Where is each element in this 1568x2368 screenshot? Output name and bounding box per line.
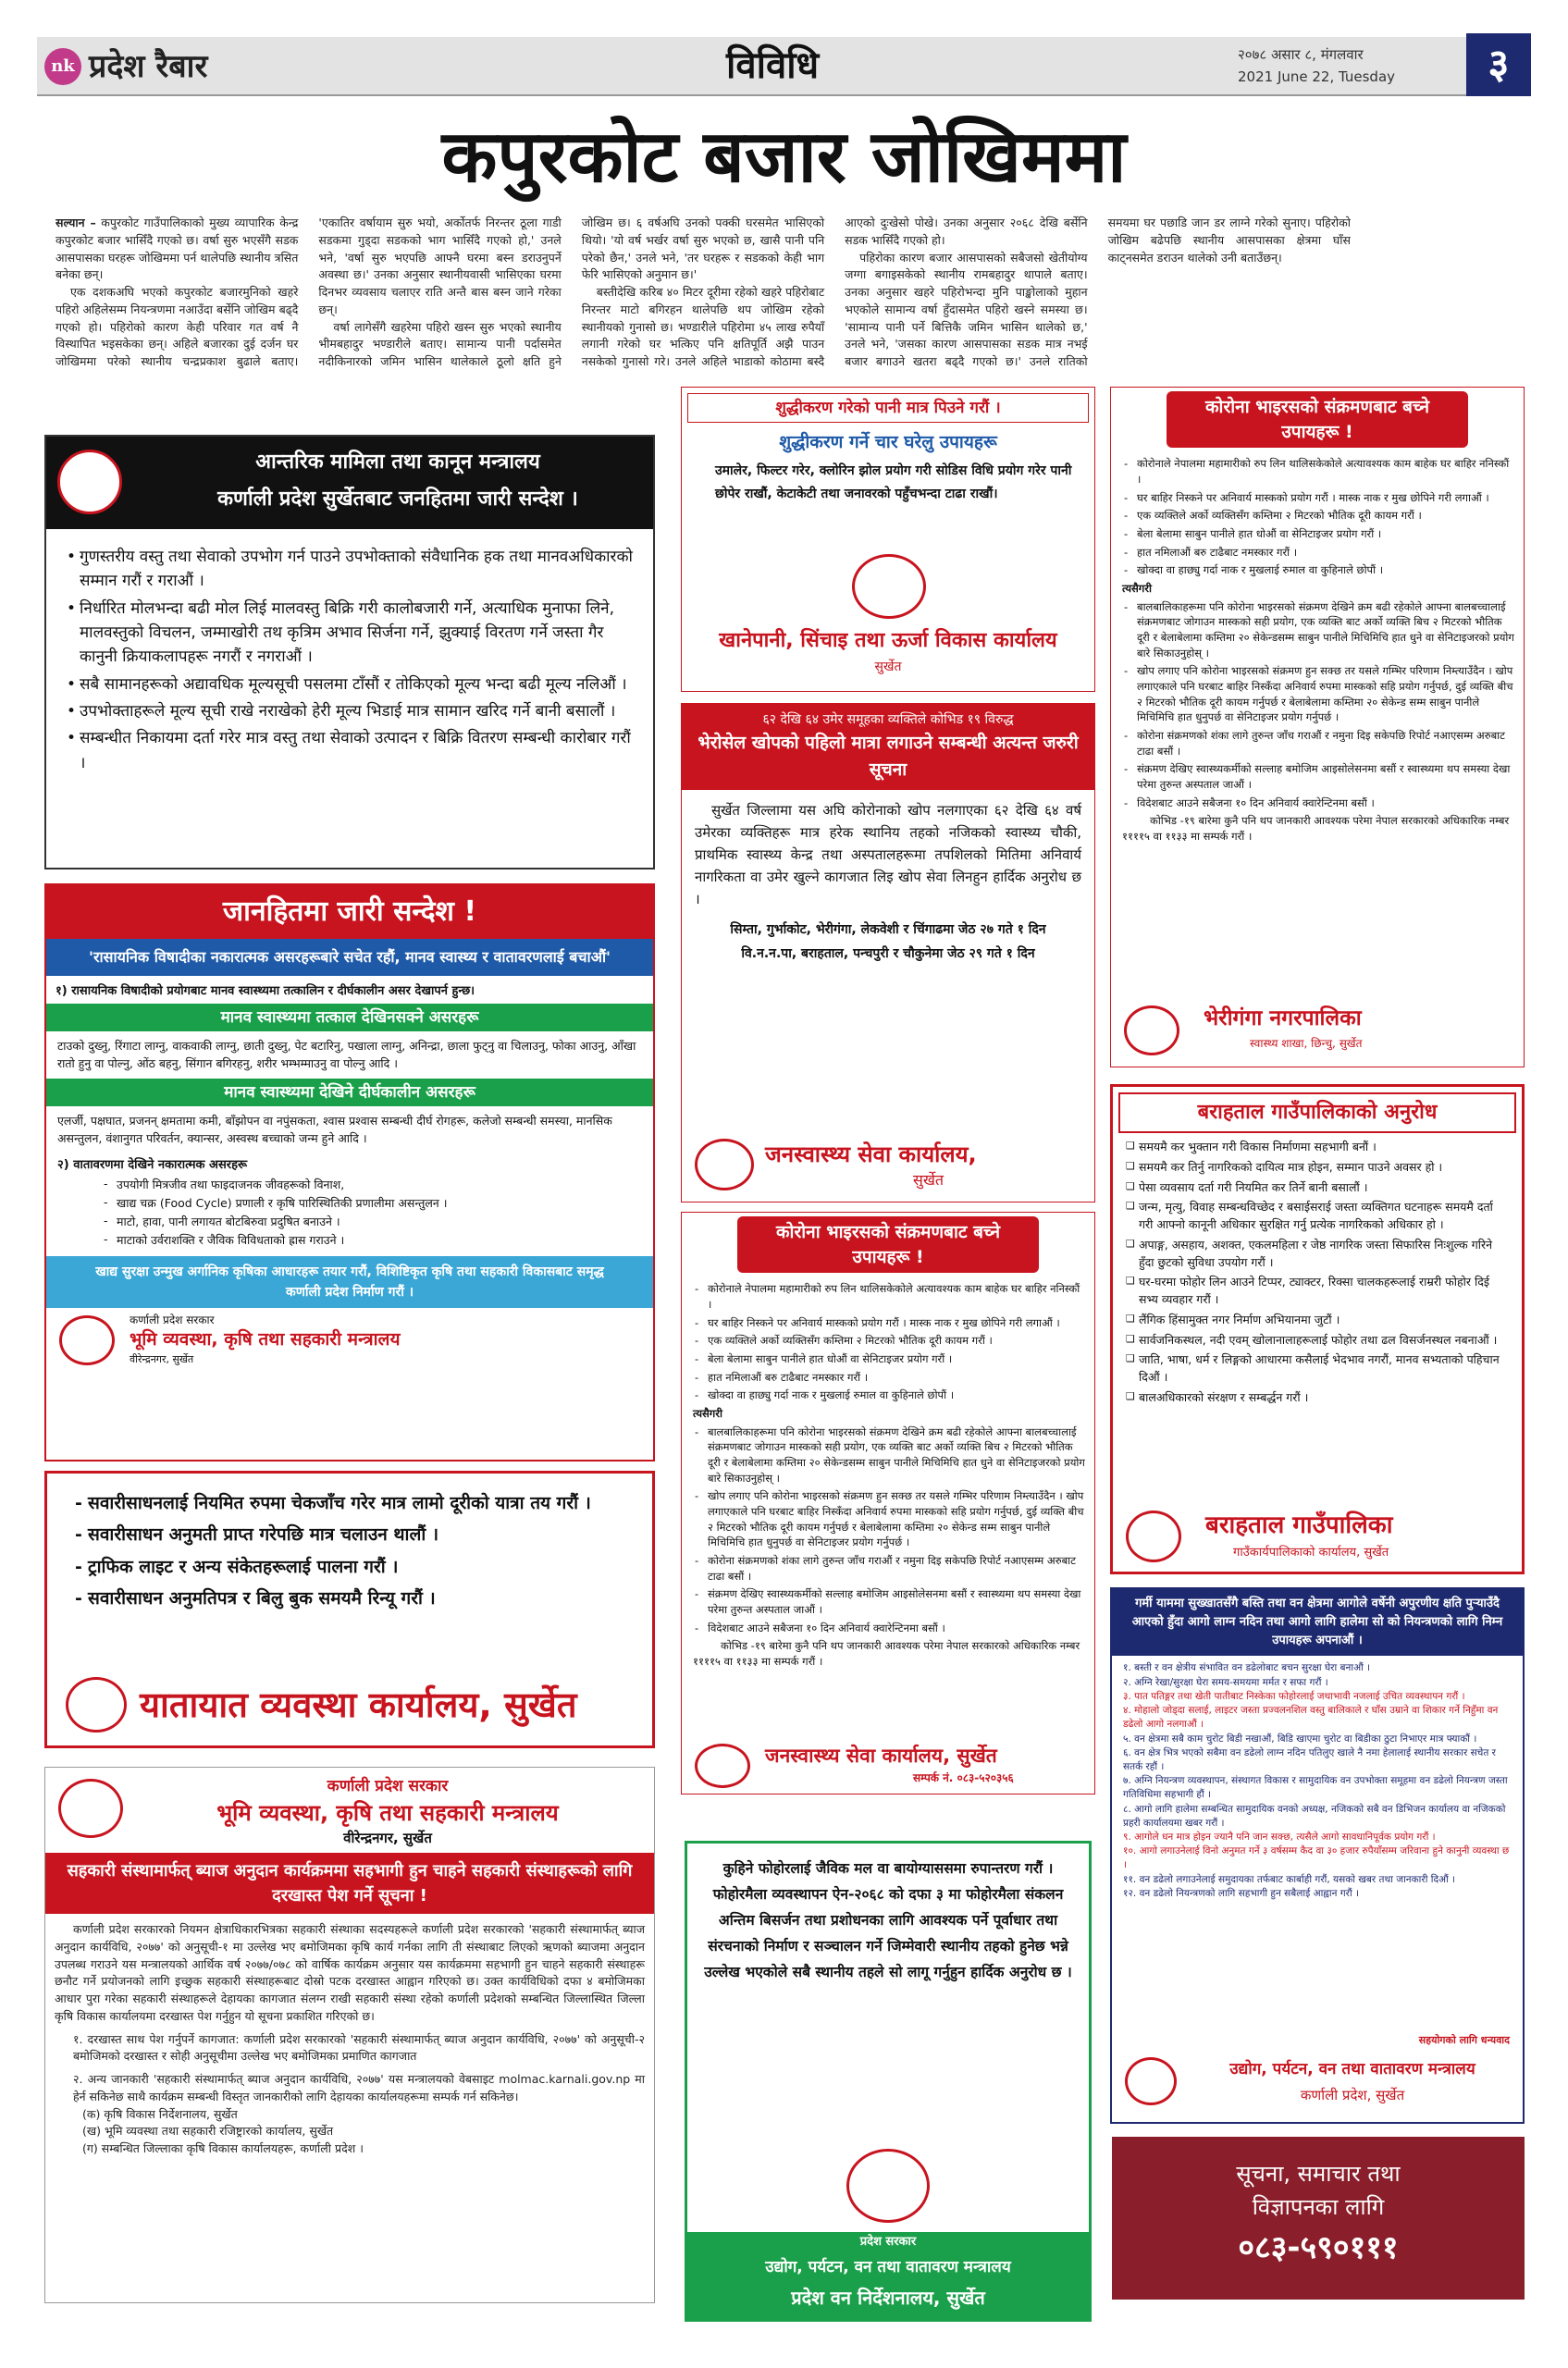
list-item: - खोप लगाए पनि कोरोना भाइरसको संक्रमण हुन सक्छ तर यसले गम्भिर परिणाम निम्त्याउँदैन । खोप लगाएकाले पनि घरबाट बाहिर निस्कँदा अनिवार्य रुपमा मास्कको सहि प्रयोग गर्नुपर्छ, दुई व्यक्ति बीच २ मिटरको भौतिक दूरी कायम गर्नुपर्छ र बेलाबेलामा कम्तिमा २० सेकेन्ड सम्म साबुन पानीले मिचिमिचि हात धुनुपर्छ वा सेनिटाइजर प्रयोग गर्नुपर्छ । [693,1488,1085,1550]
list-item: - बेला बेलामा साबुन पानीले हात धोऔं वा सेनिटाइजर प्रयोग गरौं । [693,1351,1085,1367]
nepal-emblem-icon [66,1677,127,1733]
manure-body: कुहिने फोहोरलाई जैविक मल वा बायोग्याससमा रुपान्तरण गरौं । फोहोरमैला व्यवस्थापन ऐन-२०६८ को दफा ३ मा फोहोरमैला संकलन अन्तिम बिसर्जन तथा प्रशोधनका लागि आवश्यक पर्ने पूर्वाधार तथा संरचनाको निर्माण र सञ्चालन गर्ने जिम्मेवारी स्थानीय तहको हुनेछ भन्ने उल्लेख भएकोले सबै स्थानीय तहले सो लागू गर्नुहुन हार्दिक अनुरोध छ । [704,1860,1072,1980]
janahit-sign-loc: वीरेन्द्रनगर, सुर्खेत [130,1353,194,1366]
list-item: - कोरोनाले नेपालमा महामारीको रुप लिन थालिसकेकोले अत्यावश्यक काम बाहेक घर बाहिर ननिस्कौं । [1122,456,1514,487]
vaccine-sign-loc: सुर्खेत [913,1171,945,1189]
janahit-ad [44,883,655,1462]
corona-phone: सम्पर्क नं. ०८३-५२०३५६ [913,1771,1014,1784]
nepal-emblem-icon [852,554,926,619]
vaccine-loc2: वि.न.न.पा, बराहताल, पन्चपुरी र चौकुनेमा जेठ २९ गते १ दिन [741,945,1035,961]
janahit-text1: टाउको दुख्नु, रिंगाटा लाग्नु, वाकवाकी लाग्नु, छाती दुख्नु, पेट बटारिनु, पखाला लाग्नु, अनिन्द्रा, छाला फुट्नु वा चिलाउनु, फोका आउनु, आँखा रातो हुनु वा पोल्नु, ओंठ बहनु, सिंगान बगिरहनु, शरीर भम्भम्माउनु वा पोल्नु आदि । [57,1039,636,1071]
date-nepali: २०७८ असार ८, मंगलवार [1238,46,1364,63]
list-item: - खाद्य चक्र (Food Cycle) प्रणाली र कृषि पारिस्थितिकी प्रणालीमा असन्तुलन । [102,1195,642,1211]
janahit-sign-gov: कर्णाली प्रदेश सरकार [130,1314,215,1327]
corona-sub: त्यसैगरी [1122,581,1152,595]
list-item: • गुणस्तरीय वस्तु तथा सेवाको उपभोग गर्न पाउने उपभोक्ताको संवैधानिक हक तथा मानवअधिकारको सम्मान गरौं र गराऔं । [65,545,635,594]
nepal-emblem-icon [1126,1511,1181,1562]
paper-logo-icon: nk [44,48,81,85]
list-item: - घर बाहिर निस्कने पर अनिवार्य मास्कको प्रयोग गरौं । मास्क नाक र मुख छोपिने गरी लगाऔं । [1122,490,1514,506]
list-item: - सवारीसाधन अनुमतिपत्र र बिलु बुक समयमै रिन्यू गरौं । [73,1585,630,1613]
list-item: • निर्धारित मोलभन्दा बढी मोल लिई मालवस्तु बिक्रि गरी कालोबजारी गर्ने, अत्याधिक मुनाफा लिने, मालवस्तुको विचलन, जम्माखोरी तथ कृत्रिम अभाव सिर्जना गर्ने, झुक्याई विरतण गर्ने जस्ता गैर कानुनी क्रियाकलापहरू नगरौं र नगराऔं । [65,597,635,670]
list-item: ४. मोहालो जोड्दा सलाई, लाइटर जस्ता प्रज्वलनशिल वस्तु बालिकाले र घाँस उम्राने वा शिकार गर्ने निहुँमा वन डढेलो आगो नलगाऔं । [1123,1705,1499,1731]
list-item: ❑ सार्वजनिकस्थल, नदी एवम् खोलानालाहरूलाई फोहोर तथा ढल विसर्जनस्थल नबनाऔं । [1124,1332,1511,1350]
article-dateline: सल्यान – [56,216,96,229]
list-item: • सबै सामानहरूको अद्यावधिक मूल्यसूची पसलमा टाँसौं र तोकिएको मूल्य भन्दा बढी मूल्य नलिऔं । [65,672,635,697]
janahit-list [46,1177,653,1256]
forest-thanks: सहयोगको लागि धन्यवाद [1418,2034,1510,2046]
list-item: १२. वन डढेलो नियन्त्रणको लागि सहभागी हुन सबैलाई आह्वान गरौं । [1123,1887,1359,1899]
forest-ad [1110,1587,1525,2124]
corona-list-2 [682,1424,1094,1636]
coop-office: (ग) सम्बन्धित जिल्लाका कृषि विकास कार्यालयहरू, कर्णाली प्रदेश । [82,2141,364,2155]
manure-gov: प्रदेश सरकार [859,2235,917,2249]
paper-name[interactable]: प्रदेश रैबार [89,48,208,85]
janahit-bar2: मानव स्वास्थ्यमा देखिने दीर्घकालीन असरहरू [46,1079,653,1106]
janahit-footer: खाद्य सुरक्षा उन्मुख अर्गानिक कृषिका आधारहरू तयार गरौं, विशिष्टिकृत कृषि तथा सहकारी विकासबाट समृद्ध कर्णाली प्रदेश निर्माण गरौं । [46,1256,653,1309]
manure-ad [685,1841,1092,2322]
coop-office: (क) कृषि विकास निर्देशनालय, सुर्खेत [82,2106,238,2121]
traffic-list [47,1474,652,1613]
forest-head: गर्मी याममा सुख्खातसँगै बस्ति तथा वन क्षेत्रमा आगोले वर्षेनी अपुरणीय क्षति पुऱ्याउँदै आएको हुँदा आगो लाग्न नदिन तथा आगो लागि हालेमा सो को नियन्त्रणको लागि निम्न उपायहरू अपनाऔं । [1112,1589,1523,1656]
nepal-emblem-icon [1125,2057,1177,2105]
list-item: - बालबालिकाहरूमा पनि कोरोना भाइरसको संक्रमण देखिने क्रम बढी रहेकोले आफ्ना बालबच्चालाई संक्रमणबाट जोगाउन मास्कको सही प्रयोग, एक व्यक्ति बाट अर्को व्यक्ति बिच २ मिटरको भौतिक दूरी र बेलाबेलामा कम्तिमा २० सेकेन्डसम्म साबुन पानीले मिचिमिचि हात धुने वा सेनिटाइजरको प्रयोग बारे सिकाउनुहोस् । [1122,599,1514,661]
vaccine-sign: जनस्वास्थ्य सेवा कार्यालय, [765,1141,977,1167]
barahtal-ad [1110,1084,1525,1574]
list-item: १. बस्ती र वन क्षेत्रीय संभावित वन डढेलोबाट बचन सुरक्षा घेरा बनाऔं । [1123,1662,1371,1674]
list-item: - बालबालिकाहरूमा पनि कोरोना भाइरसको संक्रमण देखिने क्रम बढी रहेकोले आफ्ना बालबच्चालाई संक्रमणबाट जोगाउन मास्कको सही प्रयोग, एक व्यक्ति बाट अर्को व्यक्ति बिच २ मिटरको भौतिक दूरी र बेलाबेलामा कम्तिमा २० सेकेन्डसम्म साबुन पानीले मिचिमिचि हात धुने वा सेनिटाइजरको प्रयोग बारे सिकाउनुहोस् । [693,1424,1085,1486]
forest-sign: उद्योग, पर्यटन, वन तथा वातावरण मन्त्रालय [1229,2060,1475,2078]
coop-point: १. दरखास्त साथ पेश गर्नुपर्ने कागजात: कर्णाली प्रदेश सरकारको 'सहकारी संस्थामार्फत् ब्याज अनुदान कार्यविधि, २०७७' को अनुसूची-२ बमोजिमको दरखास्त र सोही अनुसूचीमा उल्लेख भए बमोजिमका प्रमाणित कागजात [73,2031,645,2064]
contact-phone[interactable]: ०८३-५९०१११ [1238,2229,1399,2266]
corona-hotline: कोभिड -१९ बारेमा कुनै पनि थप जानकारी आवश्यक परेमा नेपाल सरकारको अधिकारिक नम्बर ११११५ वा ११३३ मा सम्पर्क गरौं । [1122,814,1510,843]
article-para: एक दशकअघि भएको कपुरकोट बजारमुनिको खहरे पहिरो अहिलेसम्म नियन्त्रणमा नआउँदा बर्सेनि जोखिम बढ्दै गएको हो। पहिरोको कारण केही परिवार गत वर्ष नै विस्थापित भइसकेका छन्। अहिले बजारका दुई दर्जन घर जोखिममा परेको स्थानीय चन्द्रप्रकाश बुढाले बताए। 'एकातिर वर्षायाम सुरु भयो, अर्कोतर्फ निरन्तर ठूला गाडी सडकमा गुड्दा सडकको भाग भासिँदै गएको हो,' उनले भने, 'वर्षा सुरु भएपछि आफ्नै घरमा बस्न डराउनुपर्ने अवस्था छ।' उनका अनुसार स्थानीयवासी भासिएका घरमा दिनभर व्यवसाय चलाएर राति अन्तै बास बस्न जाने गरेका छन्। [56,216,562,368]
list-item: - घर बाहिर निस्कने पर अनिवार्य मास्कको प्रयोग गरौं । मास्क नाक र मुख छोपिने गरी लगाऔं । [693,1315,1085,1331]
corona-ad-middle [681,1212,1095,1794]
page-number: ३ [1466,33,1531,96]
traffic-sign: यातायात व्यवस्था कार्यालय, सुर्खेत [140,1684,577,1725]
traffic-ad [44,1471,655,1748]
contact-line1: सूचना, समाचार तथा [1236,2161,1401,2187]
nepal-emblem-icon [59,1315,115,1365]
coop-ad [44,1767,655,2303]
manure-footer [687,2232,1089,2322]
article-para: बस्तीदेखि करिब ४० मिटर दूरीमा रहेको खहरे पहिरोबाट निरन्तर माटो बगिरहन थालेपछि थप जोखिम रहेको स्थानीयको गुनासो छ। भण्डारीले पहिरोमा ४५ लाख रुपैयाँ लगानी गरेको घर भत्किए पनि क्षतिपूर्ति अझै पाउन नसकेको गुनासो गरे। उनले अहिले भाडाको कोठामा बस्दै आएको दुःखेसो पोखे। उनका अनुसार २०६८ देखि बर्सेनि सडक भासिँदै गएको हो। [581,216,1088,368]
list-item: ❑ पेसा व्यवसाय दर्ता गरी नियमित कर तिर्ने बानी बसालौं । [1124,1179,1511,1197]
list-item: - बेला बेलामा साबुन पानीले हात धोऔं वा सेनिटाइजर प्रयोग गरौं । [1122,526,1514,542]
barahtal-title: बराहताल गाउँपालिकाको अनुरोध [1118,1092,1516,1133]
list-item: ❑ समयमै कर तिर्नु नागरिकको दायित्व मात्र होइन, सम्मान पाउने अवसर हो । [1124,1159,1511,1177]
list-item: ❑ अपाङ्ग, असहाय, अशक्त, एकलमहिला र जेष्ठ नागरिक जस्ता सिफारिस निःशुल्क गरिने हुँदा छुटको सुविधा उपयोग गरौं । [1124,1237,1511,1272]
section-name: विविधि [726,44,820,87]
date-english: 2021 June 22, Tuesday [1238,68,1396,85]
corona-right-sign: भेरीगंगा नगरपालिका [1204,1006,1362,1030]
coop-point: २. अन्य जानकारी 'सहकारी संस्थामार्फत् ब्याज अनुदान कार्यविधि, २०७७' यस मन्त्रालयको वेबसाइट molmac.karnali.gov.np मा हेर्न सकिनेछ साथै कार्यक्रम सम्बन्धी विस्तृत जानकारीको लागि देहायका कार्यालयहरूमा सम्पर्क गर्न सकिनेछ। [73,2072,645,2103]
forest-list [1112,1656,1523,1906]
masthead [37,37,1531,96]
list-item: ❑ बालअधिकारको संरक्षण र सम्बर्द्धन गरौं । [1124,1389,1511,1407]
coop-body [55,1921,645,2158]
list-item: ३. पात पतिङ्गर तथा खेती पातीबाट निस्केका फोहोरलाई जथाभावी नजलाई उचित व्यवस्थापन गरौं । [1123,1690,1465,1702]
corona-sub: त्यसैगरी [693,1406,722,1420]
nepal-emblem-icon [846,2149,930,2223]
vaccine-head1: ६२ देखि ६४ उमेर समूहका व्यक्तिले कोभिड १९ विरुद्ध [762,712,1014,727]
janahit-title: जानहितमा जारी सन्देश ! [46,885,653,939]
list-item: - विदेशबाट आउने सबैजना १० दिन अनिवार्य क्वारेन्टिनमा बसौं । [693,1621,1085,1636]
list-item: ❑ लैंगिक हिंसामुक्त नगर निर्माण अभियानमा जुटौं । [1124,1312,1511,1329]
nepal-emblem-icon [695,1744,750,1788]
janahit-signature [46,1308,653,1373]
list-item: • सम्बन्धीत निकायमा दर्ता गरेर मात्र वस्तु तथा सेवाको उत्पादन र बिक्रि वितरण सम्बन्धी कारोबार गरौं । [65,726,635,775]
corona-list [682,1276,1094,1403]
ministry-ad [44,435,655,870]
list-item: - सवारीसाधन अनुमती प्राप्त गरेपछि मात्र चलाउन थालौं । [73,1521,630,1549]
list-item: ८. आगो लागि हालेमा सम्बन्धित सामुदायिक वनको अध्यक्ष, नजिकको सबै वन डिभिजन कार्यालय वा नजिकको प्रहरी कार्यालयमा खबर गरौं । [1123,1803,1506,1829]
janahit-text2: एलर्जी, पक्षघात, प्रजनन् क्षमतामा कमी, बाँझोपन वा नपुंसकता, श्वास प्रश्वास सम्बन्धी दीर्घ रोगहरू, कलेजो सम्बन्धी समस्या, मानसिक असन्तुलन, वंशानुगत परिवर्तन, क्यान्सर, अस्वस्थ बच्चाको जन्म हुने आदि । [57,1113,612,1146]
barahtal-list [1113,1139,1522,1407]
list-item: - माटो, हावा, पानी लगायत बोटबिरुवा प्रदुषित बनाउने । [102,1214,642,1229]
list-item: - हात नमिलाऔं बरु टाढैबाट नमस्कार गरौं । [1122,545,1514,561]
list-item: - एक व्यक्तिले अर्को व्यक्तिसँग कम्तिमा २ मिटरको भौतिक दूरी कायम गरौं । [1122,508,1514,524]
barahtal-sign: बराहताल गाउँपालिका [1205,1511,1393,1539]
ministry-header [46,437,653,529]
headline: कपुरकोट बजार जोखिममा [441,116,1127,199]
corona-hotline: कोभिड -१९ बारेमा कुनै पनि थप जानकारी आवश्यक परेमा नेपाल सरकारको अधिकारिक नम्बर ११११५ वा ११३३ मा सम्पर्क गरौं । [693,1639,1080,1668]
coop-ministry: भूमि व्यवस्था, कृषि तथा सहकारी मन्त्रालय [216,1800,559,1826]
ministry-title: आन्तरिक मामिला तथा कानून मन्त्रालय [255,450,540,474]
corona-list [1111,451,1524,578]
manure-ministry: उद्योग, पर्यटन, वन तथा वातावरण मन्त्रालय [765,2258,1011,2276]
list-item: - सवारीसाधनलाई नियमित रुपमा चेकजाँच गरेर मात्र लामो दूरीको यात्रा तय गरौं । [73,1489,630,1518]
barahtal-sign-sub: गाउँकार्यपालिकाको कार्यालय, सुर्खेत [1233,1546,1389,1560]
coop-paragraph: कर्णाली प्रदेश सरकारको नियमन क्षेत्राधिकारभित्रका सहकारी संस्थाका सदस्यहरूले कर्णाली प्रदेश सरकारको 'सहकारी संस्थामार्फत् ब्याज अनुदान कार्यविधि, २०७७' को अनुसूची-१ मा उल्लेख भए बमोजिमका कृषि कार्य गर्नका लागि ती संस्थाबाट लिएको ऋणको ब्याजमा अनुदान उपलब्ध गराउने यस मन्त्रालयको आर्थिक वर्ष २०७७/०७८ को वार्षिक कार्यक्रम अनुसार यस कार्यक्रममा सहभागी हुन चाहने सहकारी संस्थाहरू छनौट गर्ने प्रयोजनको लागि इच्छुक सहकारी संस्थाहरूबाट दोस्रो पटक दरखास्त आह्वान गरिएको छ। उक्त कार्यविधिको दफा ४ बमोजिमका आधार पुरा गरेका सहकारी संस्थाहरूले देहायका कागजात संलग्न राखी सहकारी संस्था रहेको कर्णाली प्रदेशको सम्बन्धित जिल्लास्थित जिल्ला कृषि विकास कार्यालयमा दरखास्त पेश गर्नुहुन यो सूचना प्रकाशित गरिएको छ। [55,1922,645,2023]
corona-ad-right [1110,387,1525,1067]
corona-sign: जनस्वास्थ्य सेवा कार्यालय, सुर्खेत [765,1745,997,1767]
corona-title: कोरोना भाइरसको संक्रमणबाट बच्ने उपायहरू ! [1167,391,1468,448]
article-para: पहिरोका कारण बजार आसपासको सबैजसो खेतीयोग्य जग्गा बगाइसकेको स्थानीय रामबहादुर थापाले बताए। उनका अनुसार खहरे पहिरोभन्दा मुनि पाङ्खोलाको मुहान भएकोले सामान्य वर्षा हुँदासमेत पहिरो खस्ने समस्या छ। 'सामान्य पानी पर्ने बित्तिकै जमिन भासिन थालेको छ,' उनले भने, 'जसका कारण आसपासका सडक मात्र नभई बजार बगाउने खतरा बढ्दै गएको छ।' उनले रातिको समयमा घर पछाडि जान डर लाग्ने गरेको सुनाए। पहिरोको जोखिम बढेपछि स्थानीय आसपासका क्षेत्रमा घाँस काट्नसमेत डराउन थालेको उनी बताउँछन्। [845,216,1351,368]
janahit-sign-ministry: भूमि व्यवस्था, कृषि तथा सहकारी मन्त्रालय [130,1329,401,1350]
ministry-list [46,529,653,791]
vaccine-header [682,704,1094,790]
water-loc: सुर्खेत [874,660,902,674]
coop-banner: सहकारी संस्थामार्फत् ब्याज अनुदान कार्यक्रममा सहभागी हुन चाहने सहकारी संस्थाहरूको लागि दरखास्त पेश गर्ने सूचना ! [45,1853,654,1914]
vaccine-body: सुर्खेत जिल्लामा यस अघि कोरोनाको खोप नलगाएका ६२ देखि ६४ वर्ष उमेरका व्यक्तिहरू मात्र हरेक स्थानिय तहको नजिकको स्वास्थ्य चौकी, प्राथमिक स्वास्थ्य केन्द्र तथा अस्पतालहरूमा तपशिलको मितिमा अनिवार्य नागरिकता वा उमेर खुल्ने कागजात लिइ खोप सेवा लिनहुन हार्दिक अनुरोध छ । [695,801,1081,907]
water-sign: खानेपानी, सिंचाइ तथा ऊर्जा विकास कार्यालय [719,629,1057,652]
list-item: - खोप लगाए पनि कोरोना भाइरसको संक्रमण हुन सक्छ तर यसले गम्भिर परिणाम निम्त्याउँदैन । खोप लगाएकाले पनि घरबाट बाहिर निस्कँदा अनिवार्य रुपमा मास्कको सहि प्रयोग गर्नुपर्छ, दुई व्यक्ति बीच २ मिटरको भौतिक दूरी कायम गर्नुपर्छ र बेलाबेलामा कम्तिमा २० सेकेन्ड सम्म साबुन पानीले मिचिमिचि हात धुनुपर्छ वा सेनिटाइजर प्रयोग गर्नुपर्छ । [1122,663,1514,725]
list-item: १०. आगो लगाउनेलाई विनो अनुमत गर्ने ३ वर्षसम्म कैद वा ३० हजार रुपैयाँसम्म जरिवाना हुने कानुनी व्यवस्था छ । [1123,1845,1510,1871]
janahit-point2: २) वातावरणमा देखिने नकारात्मक असरहरू [57,1157,248,1172]
water-title: शुद्धीकरण गरेको पानी मात्र पिउने गरौं । [687,393,1089,423]
list-item: ११. वन डढेलो लगाउनेलाई समुदायका तर्फबाट कार्बाही गरौं, यसको खबर तथा जानकारी दिऔं । [1123,1873,1456,1885]
janahit-bar1: मानव स्वास्थ्यमा तत्काल देखिनसक्ने असरहरू [46,1004,653,1031]
list-item: - विदेशबाट आउने सबैजना १० दिन अनिवार्य क्वारेन्टिनमा बसौं । [1122,796,1514,811]
list-item: • उपभोक्ताहरूले मूल्य सूची राखे नराखेको हेरी मूल्य भिडाई मात्र सामान खरिद गर्ने बानी बसालौं । [65,699,635,723]
ministry-subtitle: कर्णाली प्रदेश सुर्खेतबाट जनहितमा जारी सन्देश । [217,487,578,511]
list-item: ९. आगोले धन मात्र होइन ज्यानै पनि जान सक्छ, त्यसैले आगो सावधानिपूर्वक प्रयोग गरौं । [1123,1832,1436,1844]
contact-line2: विज्ञापनका लागि [1252,2194,1385,2220]
vaccine-loc1: सिम्ता, गुर्भाकोट, भेरीगंगा, लेकवेशी र चिंगाढमा जेठ २७ गते १ दिन [730,921,1046,937]
list-item: ❑ जन्म, मृत्यु, विवाह सम्बन्धविच्छेद र बसाईसराई जस्ता व्यक्तिगत घटनाहरू समयमै दर्ता गरी आफ्नो कानूनी अधिकार सुरक्षित गर्नु प्रत्येक नागरिकको अधिकार हो । [1124,1199,1511,1234]
corona-right-sign-sub: स्वास्थ्य शाखा, छिन्चु, सुर्खेत [1250,1037,1363,1050]
list-item: - माटाको उर्वराशक्ति र जैविक विविधताको ह्रास गराउने । [102,1232,642,1248]
list-item: - ट्राफिक लाइट र अन्य संकेतहरूलाई पालना गरौं । [73,1553,630,1582]
water-text: उमालेर, फिल्टर गरेर, क्लोरिन झोल प्रयोग गरी सोडिस विधि प्रयोग गरेर पानी छोपेर राखौं, केटाकेटी तथा जनावरको पहुँचभन्दा टाढा राखौं। [715,463,1072,501]
list-item: - कोरोनाले नेपालमा महामारीको रुप लिन थालिसकेकोले अत्यावश्यक काम बाहेक घर बाहिर ननिस्कौं । [693,1281,1085,1312]
coop-gov: कर्णाली प्रदेश सरकार [327,1777,449,1795]
list-item: - खोक्दा वा हाछ्यु गर्दा नाक र मुखलाई रुमाल वा कुहिनाले छोपौं । [693,1388,1085,1403]
list-item: ❑ जाति, भाषा, धर्म र लिङ्गको आधारमा कसैलाई भेदभाव नगरौं, मानव सभ्यताको पहिचान दिऔं । [1124,1351,1511,1387]
janahit-point1: १) रासायनिक विषादीको प्रयोगबाट मानव स्वास्थ्यमा तत्कालिन र दीर्घकालीन असर देखापर्न हुन्छ। [56,984,475,998]
corona-title: कोरोना भाइरसको संक्रमणबाट बच्ने उपायहरू ! [737,1216,1039,1273]
corona-list-2 [1111,599,1524,811]
nepal-emblem-icon [57,450,122,514]
janahit-banner: 'रासायनिक विषादीका नकारात्मक असरहरूबारे सचेत रहौं, मानव स्वास्थ्य र वातावरणलाई बचाऔं' [46,939,653,976]
coop-office: (ख) भूमि व्यवस्था तथा सहकारी रजिष्ट्रारको कार्यालय, सुर्खेत [82,2124,334,2139]
contact-box [1112,2137,1525,2300]
list-item: - कोरोना संक्रमणको शंका लागे तुरुन्त जाँच गराऔं र नमुना दिइ सकेपछि रिपोर्ट नआएसम्म अरुबाट टाढा बसौं । [693,1553,1085,1584]
forest-sign-sub: कर्णाली प्रदेश, सुर्खेत [1300,2087,1405,2103]
list-item: - उपयोगी मित्रजीव तथा फाइदाजनक जीवहरूको विनाश, [102,1177,642,1192]
list-item: - संक्रमण देखिए स्वास्थ्यकर्मीको सल्लाह बमोजिम आइसोलेसनमा बसौं र स्वास्थ्यमा थप समस्या देखा परेमा तुरुन्त अस्पताल जाऔं । [693,1586,1085,1617]
vaccine-ad [681,703,1095,1202]
water-subtitle: शुद्धीकरण गर्ने चार घरेलु उपायहरू [779,432,997,452]
list-item: ५. वन क्षेत्रमा सबै काम चुरोट बिडी नखाऔं, बिडि खाएमा चुरोट वा बिडीका ठुटा निभाएर मात्र फ्याकौं । [1123,1733,1477,1745]
nepal-emblem-icon [695,1139,754,1190]
list-item: ❑ समयमै कर भुक्तान गरी विकास निर्माणमा सहभागी बनौं । [1124,1139,1511,1156]
article-para: सल्यान – कपुरकोट गाउँपालिकाको मुख्य व्यापारिक केन्द्र कपुरकोट बजार भासिँदै गएको छ। वर्षा सुरु भएसँगै सडक आसपासका घरहरू जोखिममा पर्न थालेपछि स्थानीय त्रसित बनेका छन्। [56,216,299,282]
water-ad [681,387,1095,692]
article-para: वर्षा लागेसँगै खहरेमा पहिरो खस्न सुरु भएको स्थानीय भीमबहादुर भण्डारीले बताए। सामान्य पानी पर्दासमेत नदीकिनारको जमिन भासिन थालेकाले ठूलो क्षति हुने जोखिम छ। ६ वर्षअघि उनको पक्की घरसमेत भासिएको थियो। 'यो वर्ष भर्खर वर्षा सुरु भएको छ, खासै पानी पनि परेको छैन,' उनले भने, 'तर घरहरू र सडकको केही भाग फेरि भासिएको अनुमान छ।' [318,216,825,368]
list-item: - खोक्दा वा हाछ्यु गर्दा नाक र मुखलाई रुमाल वा कुहिनाले छोपौं । [1122,562,1514,578]
coop-loc: वीरेन्द्रनगर, सुर्खेत [343,1830,432,1846]
list-item: ❑ घर-घरमा फोहोर लिन आउने टिप्पर, ट्याक्टर, रिक्सा चालकहरूलाई राम्ररी फोहोर दिई सभ्य व्यवहार गरौं । [1124,1274,1511,1309]
list-item: - कोरोना संक्रमणको शंका लागे तुरुन्त जाँच गराऔं र नमुना दिइ सकेपछि रिपोर्ट नआएसम्म अरुबाट टाढा बसौं । [1122,728,1514,758]
nepal-emblem-icon [58,1779,123,1838]
list-item: २. अग्नि रेखा/सुरक्षा घेरा समय-समयमा मर्मत र सफा गरौं । [1123,1676,1328,1688]
list-item: - हात नमिलाऔं बरु टाढैबाट नमस्कार गरौं । [693,1370,1085,1386]
list-item: - संक्रमण देखिए स्वास्थ्यकर्मीको सल्लाह बमोजिम आइसोलेसनमा बसौं र स्वास्थ्यमा थप समस्या देखा परेमा तुरुन्त अस्पताल जाऔं । [1122,761,1514,792]
list-item: - एक व्यक्तिले अर्को व्यक्तिसँग कम्तिमा २ मिटरको भौतिक दूरी कायम गरौं । [693,1333,1085,1349]
vaccine-head2: भेरोसेल खोपको पहिलो मात्रा लगाउने सम्बन्धी अत्यन्त जरुरी सूचना [698,733,1079,781]
list-item: ७. अग्नि नियन्त्रण व्यवस्थापन, संस्थागत विकास र सामुदायिक वन उपभोक्ता समूहमा वन डढेलो नियन्त्रण जस्ता गतिविधिमा सहभागी हौं । [1123,1775,1508,1801]
list-item: ६. वन क्षेत्र भित्र भएको सबैमा वन डढेलो लाग्न नदिन पतिलुए खाले नै नमा हेलालाई स्थानीय सरकार सचेत र सतर्क रहौं । [1123,1746,1496,1772]
manure-dir: प्रदेश वन निर्देशनालय, सुर्खेत [791,2287,985,2309]
nepal-emblem-icon [1124,1005,1179,1055]
